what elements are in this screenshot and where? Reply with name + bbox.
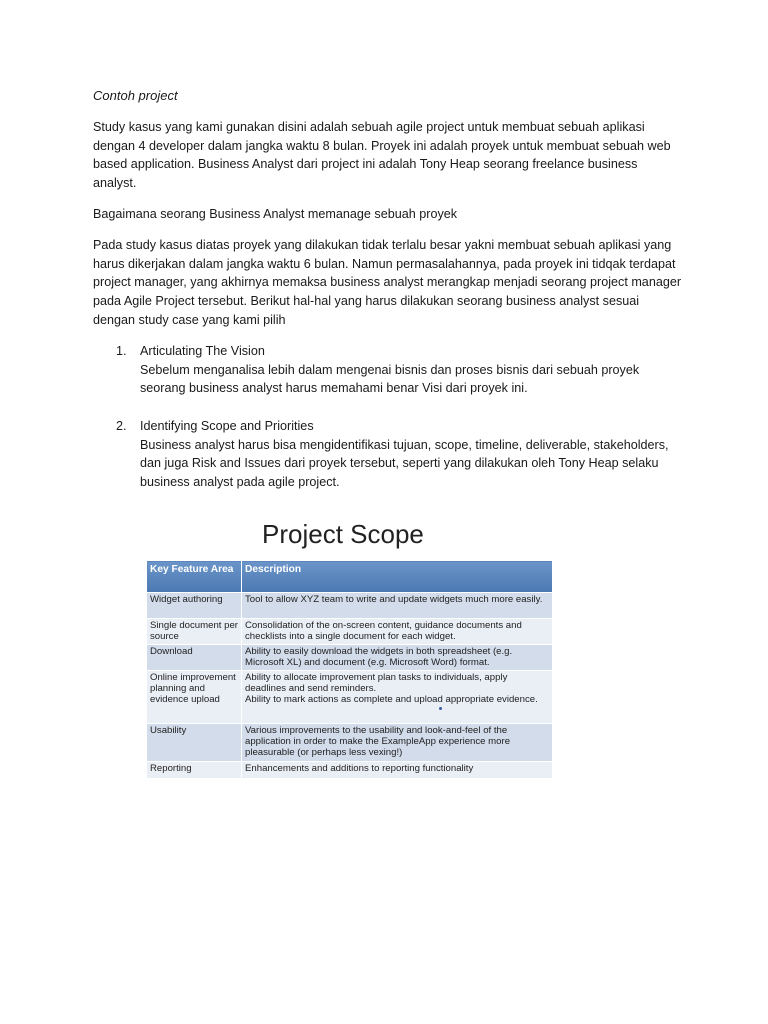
list-number: 2. xyxy=(116,419,127,433)
section-heading: Contoh project xyxy=(93,88,178,103)
table-row xyxy=(147,762,553,779)
list-number: 1. xyxy=(116,344,127,358)
list-item-body: Business analyst harus bisa mengidentifikasi tujuan, scope, timeline, deliverable, stakeholders, dan juga Risk and Issues dari proyek tersebut, seperti yang dilakukan oleh Tony Heap selaku business analyst pada agile project. xyxy=(140,437,669,490)
list-item-title: Articulating The Vision xyxy=(140,344,265,358)
cell-area: Single document per source xyxy=(147,619,242,645)
cell-area: Usability xyxy=(147,724,242,762)
cell-description: Various improvements to the usability and look-and-feel of the application in order to make the ExampleApp experience more pleasurable (or perhaps less vexing!) xyxy=(242,724,553,762)
table-row xyxy=(147,619,553,645)
stray-dot-mark xyxy=(439,707,442,710)
intro-paragraph: Study kasus yang kami gunakan disini adalah sebuah agile project untuk membuat sebuah aplikasi dengan 4 developer dalam jangka waktu 8 bulan. Proyek ini adalah proyek untuk membuat sebuah web based application. Business Analyst dari project ini adalah Tony Heap seorang freelance business analyst. xyxy=(93,120,671,191)
project-scope-figure xyxy=(146,514,554,776)
cell-description: Consolidation of the on-screen content, guidance documents and checklists into a single document for each widget. xyxy=(242,619,553,645)
cell-area: Reporting xyxy=(147,762,242,779)
cell-area: Widget authoring xyxy=(147,593,242,619)
column-header-area: Key Feature Area xyxy=(147,561,242,593)
cell-description: Ability to easily download the widgets in both spreadsheet (e.g. Microsoft XL) and document (e.g. Microsoft Word) format. xyxy=(242,645,553,671)
table-row xyxy=(147,645,553,671)
cell-description: Ability to allocate improvement plan tasks to individuals, apply deadlines and send reminders. Ability to mark actions as complete and upload appropriate evidence. xyxy=(242,671,553,724)
list-item-body: Sebelum menganalisa lebih dalam mengenai bisnis dan proses bisnis dari sebuah proyek seorang business analyst harus memahami benar Visi dari proyek ini. xyxy=(140,362,640,396)
cell-area: Online improvement planning and evidence upload xyxy=(147,671,242,724)
table-row xyxy=(147,671,553,724)
list-item-title: Identifying Scope and Priorities xyxy=(140,419,314,433)
context-paragraph: Pada study kasus diatas proyek yang dilakukan tidak terlalu besar yakni membuat sebuah aplikasi yang harus dikerjakan dalam jangka waktu 6 bulan. Namun permasalahannya, pada proyek ini tidqak terdapat project manager, yang akhirnya memaksa business analyst merangkap menjadi seorang project manager pada Agile Project tersebut. Berikut hal-hal yang harus dilakukan seorang business analyst sesuai dengan study case yang kami pilih xyxy=(93,238,682,327)
cell-description: Tool to allow XYZ team to write and update widgets much more easily. xyxy=(242,593,553,619)
cell-area: Download xyxy=(147,645,242,671)
cell-description: Enhancements and additions to reporting functionality xyxy=(242,762,553,779)
table-header-row xyxy=(147,561,553,593)
figure-title: Project Scope xyxy=(262,519,424,549)
table-row xyxy=(147,593,553,619)
table-row xyxy=(147,724,553,762)
column-header-description: Description xyxy=(242,561,553,593)
scope-table xyxy=(146,560,553,779)
subheading-paragraph: Bagaimana seorang Business Analyst memanage sebuah proyek xyxy=(93,207,458,221)
